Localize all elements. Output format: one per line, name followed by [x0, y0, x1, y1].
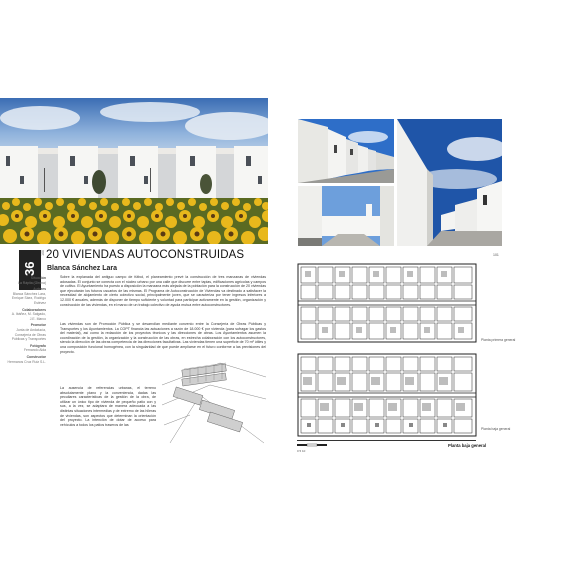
chapter-number: 36 [22, 261, 37, 276]
authors-label: Autores [33, 287, 46, 292]
sunflower-field-photo [0, 98, 268, 244]
left-page-number: 100 [41, 250, 45, 256]
plan-top-caption: Planta primera general [481, 338, 516, 342]
floor-plan-upper [297, 263, 477, 343]
photos-value: Fernando Alda [23, 348, 46, 353]
courtyard-photo [298, 186, 394, 246]
plan-bottom-caption: Planta baja general [481, 427, 511, 431]
street-photo-top [298, 119, 394, 183]
lane-photo-large [397, 119, 502, 246]
author-name: Blanca Sánchez Lara [47, 265, 118, 272]
page-title: 20 VIVIENDAS AUTOCONSTRUIDAS [46, 249, 245, 261]
promoter-label: Promotor [30, 323, 46, 328]
location-label: Situación [30, 276, 46, 280]
right-page-number: 101 [493, 253, 499, 257]
photos-label: Fotógrafo [30, 343, 46, 348]
collaborators-label: Colaboradores [22, 307, 46, 312]
plan-bottom-title: Planta baja general [448, 443, 487, 448]
body-paragraph-1: Sobre la explanada del antiguo campo de fútbol, el planeamiento prevé la construcción de tres manzanas de viviendas adosadas. El conjunto se conecta con el núcleo urbano por una calle que discurre entre tapias, edificaciones agrícolas y campos de cultivo. El Ayuntamiento ha puesto a disposición la manzana más alejada de la población para la construcción de 20 viviendas que ejecutarán los futuros usuarios de las mismas. El Programa de Autoconstrucción de Viviendas va destinado a satisfacer la necesidad de alojamiento de cierto colectivo social, principalmente joven, que se caracteriza por tener ingresos inferiores a 12.000 € anuales, además de disponer de tiempo suficiente y voluntad para participar activamente en la gestión, organización y construcción de las viviendas, en el marco de un trabajo colectivo de ayuda mutua entre autoconstructores. [60, 275, 266, 307]
promoter-value: Junta de Andalucía, Consejería de Obras Públicas y Transportes [11, 327, 46, 342]
builder-label: Constructor [26, 354, 46, 359]
body-paragraph-3: La ausencia de referencias urbanas, el terreno absolutamente plano y la conveniencia, dadas las peculiares características de la gestión de la obra, de utilizar un único tipo de vivienda de pequeño patio con y sus, a la vez, se adaptara de manera adecuada a las distintas situaciones intermedias y de extremo de las hileras de viviendas, son aspectos que determinan la orientación del proyecto. La intención de dotar de acceso para vehículos a todos los patios traseros de las [60, 386, 156, 427]
scale-label: 0 5 10 [297, 449, 306, 453]
project-metadata [6, 276, 46, 364]
location-value: La Rápita (Girona) [18, 280, 46, 285]
collaborators-value: A. Ibáñez, M. Salgado, J.E. Marco [11, 312, 46, 321]
hero-photo [0, 98, 268, 244]
body-paragraph-2-wrap [60, 322, 266, 354]
floor-plan-ground [297, 353, 477, 437]
body-paragraph-2: Las viviendas son de Promoción Pública y se desarrollan mediante convenio entre la Consejería de Obras Públicas y Transportes y los Ayuntamientos. La COPT financia las actuaciones a razón de 18.000 € por vivienda (para sufragar los gastos del material), así como la redacción de los proyectos técnicos y las direcciones de obras. Los Ayuntamientos asumen la coordinación de la gestión, la organización y la construcción de las obras, en estrecha colaboración con los autoconstructores, siendo la dirección de las obras competencia de las direcciones facultativas. Las viviendas tienen una superficie de 70 m² útiles y una composición funcional homogénea, con la singularidad de que puede ampliarse en el futuro conforme a las previsiones del proyecto. [60, 322, 266, 354]
plan-divider [297, 440, 476, 441]
authors-value: Blanca Sánchez Lara, Enrique Sáez, Rodrigo Estévez [11, 291, 46, 305]
site-plan [160, 355, 268, 445]
builder-value: Hermanos Cruz Ruiz S.L. [7, 359, 46, 364]
